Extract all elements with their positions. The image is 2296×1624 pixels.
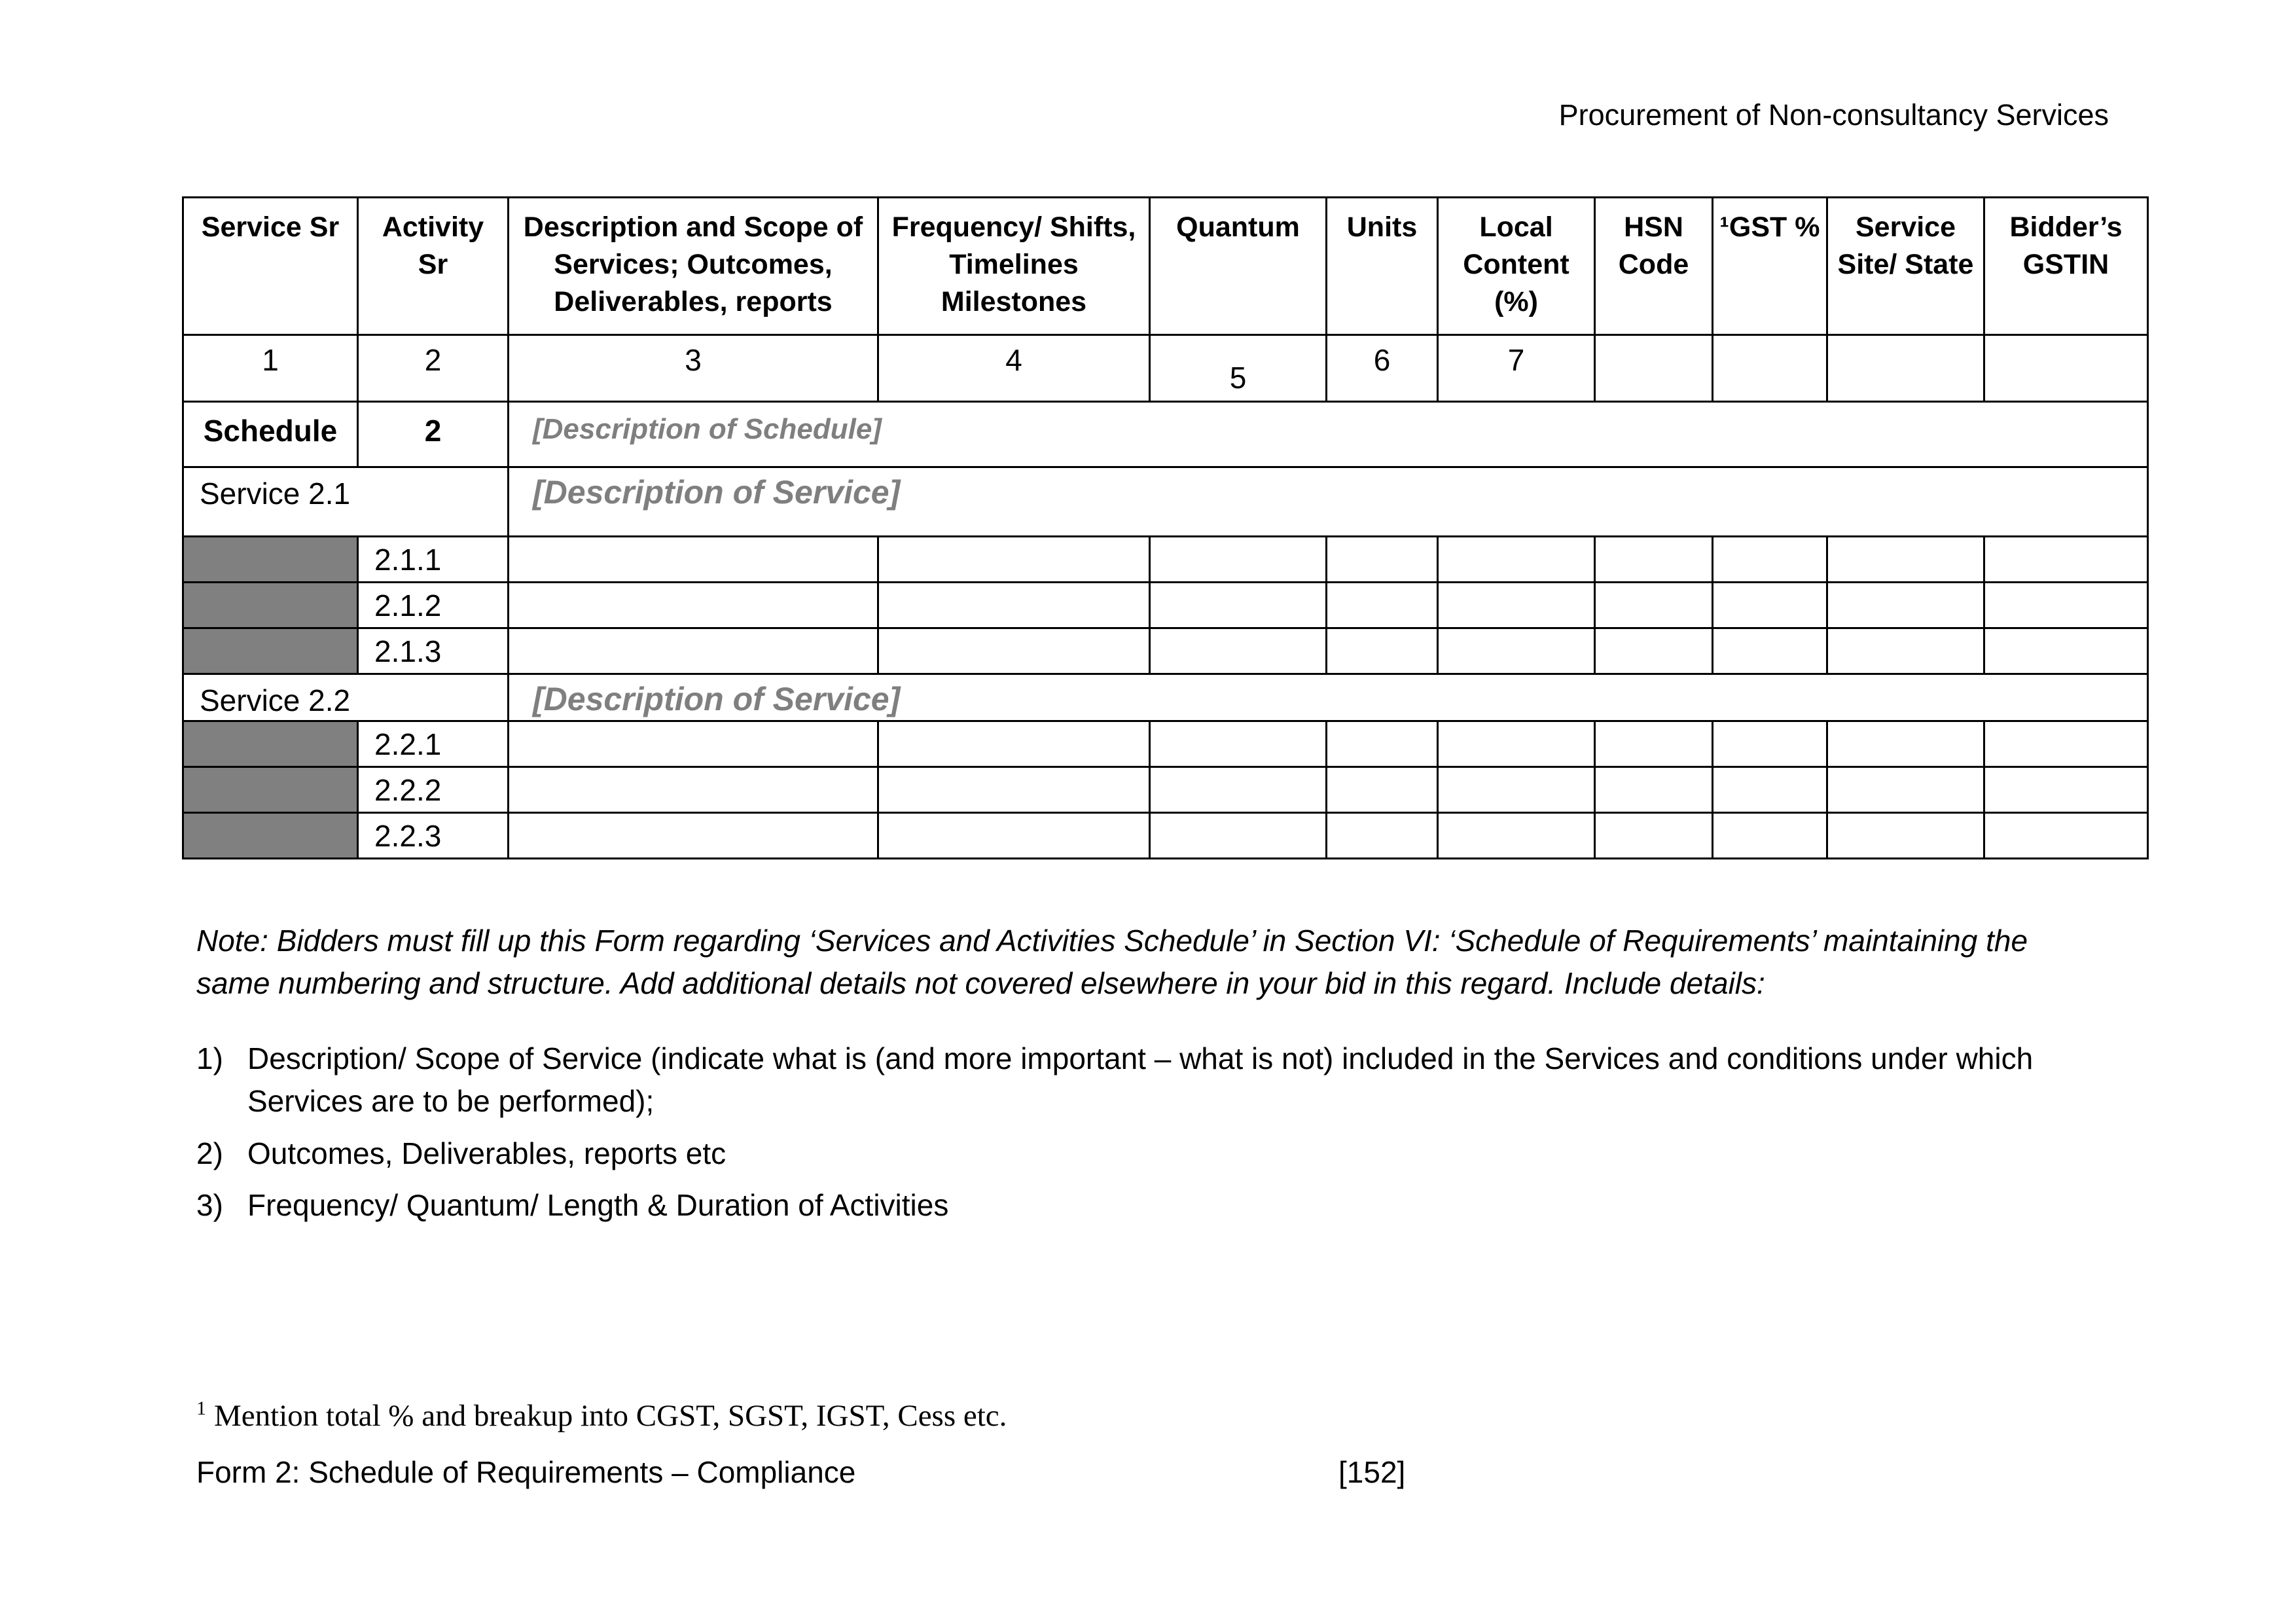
col-header-description: Description and Scope of Services; Outcomes, Deliverables, reports xyxy=(509,198,878,335)
empty-cell xyxy=(878,537,1150,583)
schedule-label-cell: Schedule xyxy=(183,402,358,467)
service-2-1-label-cell: Service 2.1 xyxy=(183,467,509,537)
empty-cell xyxy=(509,583,878,628)
empty-cell xyxy=(1827,767,1984,813)
col-number-5: 5 xyxy=(1150,335,1327,402)
list-item-text: Description/ Scope of Service (indicate what is (and more important – what is not) included in the Services and conditions under which Services are to be performed); xyxy=(247,1041,2034,1119)
empty-cell xyxy=(1150,583,1327,628)
empty-cell xyxy=(509,628,878,674)
activity-number-cell: 2.2.3 xyxy=(358,813,509,859)
empty-cell xyxy=(878,628,1150,674)
empty-cell xyxy=(1595,628,1713,674)
empty-cell xyxy=(1984,813,2148,859)
shaded-cell xyxy=(183,583,358,628)
activity-number-cell: 2.1.1 xyxy=(358,537,509,583)
col-header-service-site: Service Site/ State xyxy=(1827,198,1984,335)
schedule-of-requirements-table xyxy=(182,196,2149,859)
empty-cell xyxy=(1827,335,1984,402)
schedule-row xyxy=(183,402,2148,467)
footer-form-title: Form 2: Schedule of Requirements – Compliance xyxy=(196,1455,856,1489)
document-header-right: Procurement of Non-consultancy Services xyxy=(1558,98,2109,132)
empty-cell xyxy=(1438,628,1595,674)
note-paragraph: Note: Bidders must fill up this Form regarding ‘Services and Activities Schedule’ in Section VI: ‘Schedule of Requirements’ maintaining the same numbering and structure. Add additional details not covered elsewhere in your bid in this regard. Include details: xyxy=(196,924,2028,1001)
empty-cell xyxy=(1150,767,1327,813)
empty-cell xyxy=(1713,721,1827,767)
table-header-row xyxy=(183,198,2148,335)
schedule-number-cell: 2 xyxy=(358,402,509,467)
activity-number-cell: 2.2.1 xyxy=(358,721,509,767)
empty-cell xyxy=(1984,537,2148,583)
empty-cell xyxy=(1327,767,1438,813)
list-item xyxy=(196,1132,2114,1175)
shaded-cell xyxy=(183,721,358,767)
column-number-row xyxy=(183,335,2148,402)
col-header-activity-sr: Activity Sr xyxy=(358,198,509,335)
service-2-2-label-cell: Service 2.2 xyxy=(183,674,509,721)
empty-cell xyxy=(1438,721,1595,767)
empty-cell xyxy=(509,767,878,813)
col-number-6: 6 xyxy=(1327,335,1438,402)
activity-row-2-1-2 xyxy=(183,583,2148,628)
activity-row-2-2-2 xyxy=(183,767,2148,813)
col-header-quantum: Quantum xyxy=(1150,198,1327,335)
empty-cell xyxy=(509,813,878,859)
list-item-number: 3) xyxy=(196,1187,223,1222)
empty-cell xyxy=(1595,721,1713,767)
shaded-cell xyxy=(183,813,358,859)
empty-cell xyxy=(1438,583,1595,628)
empty-cell xyxy=(1595,537,1713,583)
empty-cell xyxy=(1713,628,1827,674)
empty-cell xyxy=(1827,721,1984,767)
col-header-service-sr: Service Sr xyxy=(183,198,358,335)
col-number-7: 7 xyxy=(1438,335,1595,402)
col-header-gst: ¹GST % xyxy=(1713,198,1827,335)
empty-cell xyxy=(1150,537,1327,583)
col-header-bidders-gstin: Bidder’s GSTIN xyxy=(1984,198,2148,335)
empty-cell xyxy=(1327,813,1438,859)
activity-row-2-1-3 xyxy=(183,628,2148,674)
empty-cell xyxy=(1595,813,1713,859)
empty-cell xyxy=(878,813,1150,859)
col-number-2: 2 xyxy=(358,335,509,402)
footnote-marker: 1 xyxy=(196,1398,206,1419)
empty-cell xyxy=(1150,628,1327,674)
service-2-2-row xyxy=(183,674,2148,721)
empty-cell xyxy=(1327,721,1438,767)
empty-cell xyxy=(1984,628,2148,674)
empty-cell xyxy=(1713,583,1827,628)
activity-number-cell: 2.1.2 xyxy=(358,583,509,628)
col-header-frequency: Frequency/ Shifts, Timelines Milestones xyxy=(878,198,1150,335)
empty-cell xyxy=(1713,537,1827,583)
empty-cell xyxy=(878,767,1150,813)
details-list xyxy=(196,1038,2114,1236)
list-item xyxy=(196,1184,2114,1227)
empty-cell xyxy=(1595,335,1713,402)
activity-row-2-2-1 xyxy=(183,721,2148,767)
shaded-cell xyxy=(183,767,358,813)
activity-number-cell: 2.1.3 xyxy=(358,628,509,674)
empty-cell xyxy=(1984,583,2148,628)
shaded-cell xyxy=(183,537,358,583)
empty-cell xyxy=(1595,583,1713,628)
empty-cell xyxy=(1438,537,1595,583)
empty-cell xyxy=(1438,813,1595,859)
activity-row-2-1-1 xyxy=(183,537,2148,583)
service-2-1-row xyxy=(183,467,2148,537)
footnote-text: Mention total % and breakup into CGST, SGST, IGST, Cess etc. xyxy=(214,1398,1007,1433)
empty-cell xyxy=(1984,767,2148,813)
col-header-units: Units xyxy=(1327,198,1438,335)
list-item-text: Frequency/ Quantum/ Length & Duration of Activities xyxy=(247,1187,949,1222)
empty-cell xyxy=(1713,767,1827,813)
empty-cell xyxy=(1327,583,1438,628)
col-number-3: 3 xyxy=(509,335,878,402)
empty-cell xyxy=(509,537,878,583)
col-header-local-content: Local Content (%) xyxy=(1438,198,1595,335)
activity-number-cell: 2.2.2 xyxy=(358,767,509,813)
shaded-cell xyxy=(183,628,358,674)
empty-cell xyxy=(1438,767,1595,813)
empty-cell xyxy=(1327,537,1438,583)
list-item-text: Outcomes, Deliverables, reports etc xyxy=(247,1136,726,1170)
col-number-4: 4 xyxy=(878,335,1150,402)
empty-cell xyxy=(878,583,1150,628)
empty-cell xyxy=(1984,721,2148,767)
activity-row-2-2-3 xyxy=(183,813,2148,859)
empty-cell xyxy=(1713,335,1827,402)
empty-cell xyxy=(1984,335,2148,402)
list-item xyxy=(196,1038,2114,1123)
empty-cell xyxy=(1595,767,1713,813)
footer-page-number: [152] xyxy=(1338,1455,1406,1489)
empty-cell xyxy=(509,721,878,767)
list-item-number: 2) xyxy=(196,1136,223,1170)
empty-cell xyxy=(1327,628,1438,674)
empty-cell xyxy=(1827,628,1984,674)
service-2-2-description-placeholder: [Description of Service] xyxy=(509,674,2148,721)
empty-cell xyxy=(1713,813,1827,859)
empty-cell xyxy=(1150,813,1327,859)
schedule-description-placeholder: [Description of Schedule] xyxy=(509,402,2148,467)
col-number-1: 1 xyxy=(183,335,358,402)
empty-cell xyxy=(1827,537,1984,583)
footnote xyxy=(196,1398,1007,1434)
empty-cell xyxy=(1827,583,1984,628)
service-2-1-description-placeholder: [Description of Service] xyxy=(509,467,2148,537)
list-item-number: 1) xyxy=(196,1041,223,1075)
empty-cell xyxy=(1827,813,1984,859)
empty-cell xyxy=(1150,721,1327,767)
col-header-hsn-code: HSN Code xyxy=(1595,198,1713,335)
empty-cell xyxy=(878,721,1150,767)
